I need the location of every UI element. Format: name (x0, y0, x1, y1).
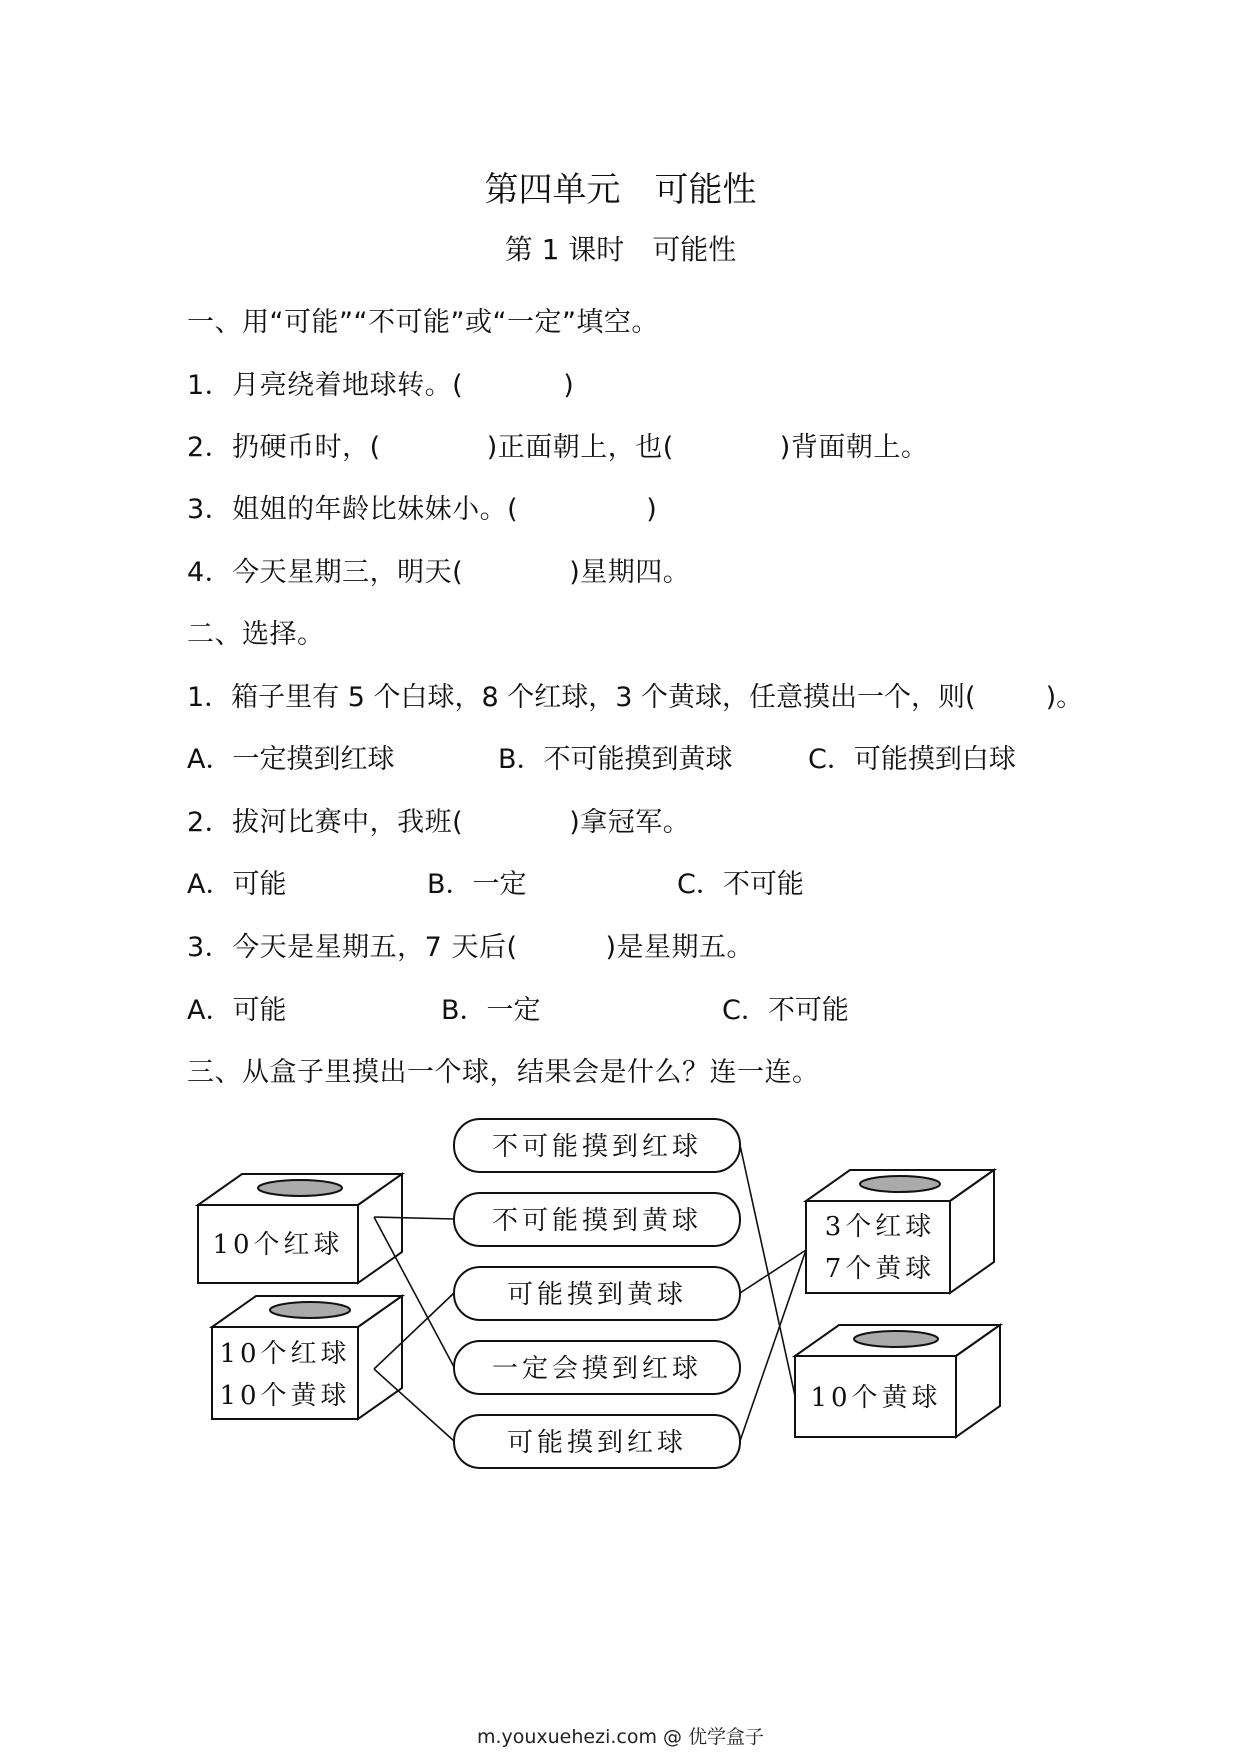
section1-title: 一、用“可能”“不可能”或“一定”填空。 (187, 307, 659, 338)
option-c[interactable]: C．可能摸到白球 (808, 744, 1016, 775)
option-b[interactable]: B．一定 (441, 995, 541, 1026)
box-left-2-line-2: 10个黄球 (219, 1381, 351, 1411)
outcome-label-4: 一定会摸到红球 (491, 1354, 703, 1384)
outcome-label-5: 可能摸到红球 (506, 1428, 688, 1458)
s2-q3-prefix: 3．今天是星期五，7 天后( (187, 932, 518, 963)
s1-q3-suffix: ) (646, 494, 658, 525)
outcome-label-2: 不可能摸到黄球 (491, 1206, 703, 1236)
option-a[interactable]: A．可能 (187, 869, 287, 900)
s2-q2-prefix: 2．拔河比赛中，我班( (187, 807, 464, 838)
option-c[interactable]: C．不可能 (722, 995, 849, 1026)
option-c[interactable]: C．不可能 (677, 869, 804, 900)
s2-q1-prefix: 1．箱子里有 5 个白球，8 个红球，3 个黄球，任意摸出一个，则( (187, 682, 976, 713)
box-right-2-line-1: 10个黄球 (810, 1383, 942, 1413)
s1-q1-prefix: 1．月亮绕着地球转。( (187, 370, 464, 401)
box-left-1 (198, 1174, 402, 1283)
box-right-1-line-1: 3个红球 (824, 1212, 936, 1242)
s2-q2-suffix: )拿冠军。 (569, 807, 691, 838)
option-b[interactable]: B．一定 (427, 869, 527, 900)
section2-title: 二、选择。 (187, 619, 325, 650)
box-left-2-line-1: 10个红球 (219, 1339, 351, 1369)
s1-q2-middle: )正面朝上，也( (486, 432, 674, 463)
box-right-2 (795, 1325, 1000, 1437)
s1-q2-suffix: )背面朝上。 (779, 432, 929, 463)
outcome-label-3: 可能摸到黄球 (506, 1280, 688, 1310)
s1-q4-prefix: 4．今天星期三，明天( (187, 557, 464, 588)
box-right-1-line-2: 7个黄球 (824, 1254, 936, 1284)
section3-title: 三、从盒子里摸出一个球，结果会是什么？连一连。 (187, 1057, 820, 1088)
option-b[interactable]: B．不可能摸到黄球 (498, 744, 733, 775)
option-a[interactable]: A．一定摸到红球 (187, 744, 395, 775)
s2-q3-suffix: )是星期五。 (605, 932, 755, 963)
lesson-title: 第 1 课时 可能性 (504, 233, 737, 266)
s1-q4-suffix: )星期四。 (569, 557, 691, 588)
page-title: 第四单元 可能性 (484, 170, 757, 210)
s1-q1-suffix: ) (563, 370, 575, 401)
option-a[interactable]: A．可能 (187, 995, 287, 1026)
footer-watermark: m.youxuehezi.com @ 优学盒子 (476, 1726, 765, 1748)
box-left-1-line-1: 10个红球 (212, 1230, 344, 1260)
s1-q2-prefix: 2．扔硬币时，( (187, 432, 381, 463)
s2-q1-suffix: )。 (1045, 682, 1084, 713)
outcome-label-1: 不可能摸到红球 (491, 1132, 703, 1162)
s1-q3-prefix: 3．姐姐的年龄比妹妹小。( (187, 494, 519, 525)
